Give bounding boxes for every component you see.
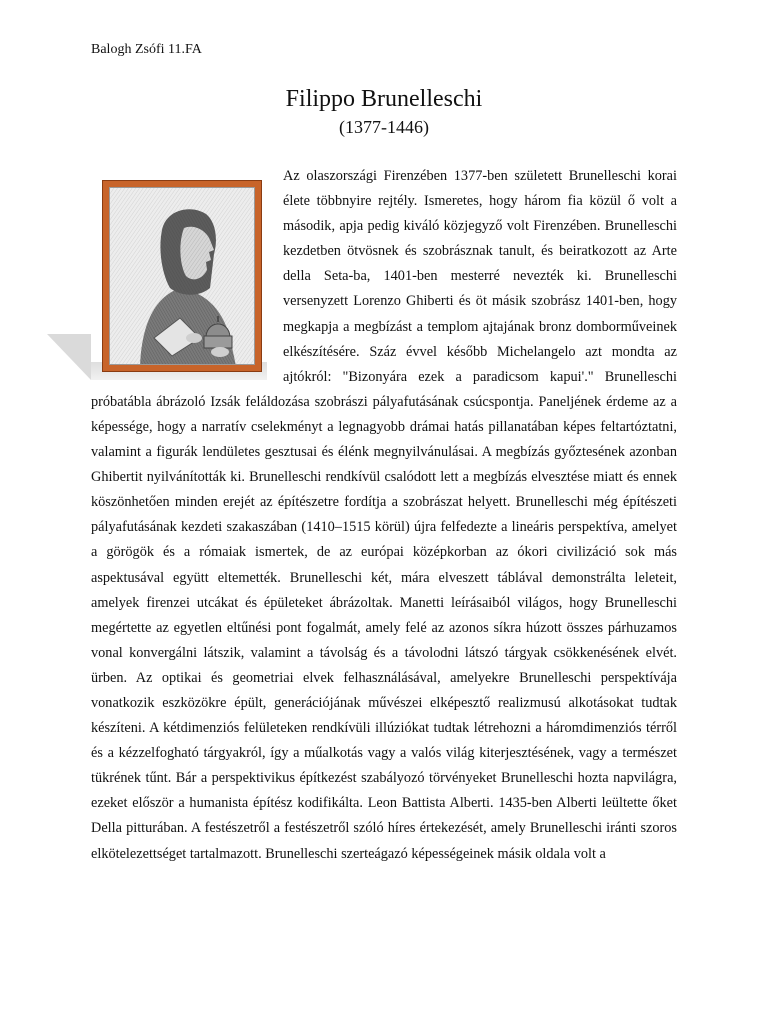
document-years: (1377-1446) — [339, 117, 429, 137]
body-paragraph: Az olaszországi Firenzében 1377-ben született Brunelleschi korai élete többnyire rejtély. Ismeretes, hogy három fia közül ő volt a második, apja pedig kiváló közjegyző volt Firenzében. Brunelleschi kezdetben ötvösnek és szobrásznak tanult, és beiratkozott az Arte della Seta-ba, 1401-ben mesterré nevezték ki. Brunelleschi versenyzett Lorenzo Ghiberti és öt másik szobrász 1401-ben, hogy megkapja a megbízást a templom ajtajának bronz domborműveinek elkészítésére. Száz évvel később Michelangelo azt mondta az ajtókról: "Bizonyára ezek a paradicsom kapui'." Brunelleschi próbatábla ábrázoló Izsák feláldozása szobrászi pályafutásának csúcspontja. Paneljének érdeme az a képessége, hogy a narratív cselekményt a legnagyobb drámai hatás pillanatában képes feltartóztatni, valamint a figurák lendületes gesztusai és élénk megnyilvánulásai. A megbízás győztesének azonban Ghibertit nyilvánították ki. Brunelleschi rendkívül csalódott lett a megbízás elvesztése miatt és ennek köszönhetően minden erejét az építészetre fordítja a szobrászat helyett. Brunelleschi még építészeti pályafutásának kezdeti szakaszában (1410–1515 körül) újra felfedezte a lineáris perspektíva, amelyet a görögök és a rómaiak ismertek, de az európai középkorban az ókori civilizáció sok más aspektusával együtt eltemették. Brunelleschi két, mára elveszett táblával demonstrálta leleteit, amelyek firenzei utcákat és épületeket ábrázoltak. Manetti leírásaiból világos, hogy Brunelleschi megértette az egyetlen eltűnési pont fogalmát, amely felé az azonos síkra húzott összes párhuzamos vonal konvergálni látszik, valamint a távolság és a távolodni látszó tárgyak csökkenésének elvét. ürben. Az optikai és geometriai elvek felhasználásával, amelyekre Brunelleschi perspektívája vonatkozik eszközökre épült, generációjának művészei elképesztő realizmusú alkotásokat tudtak készíteni. A kétdimenziós felületeken rendkívüli illúziókat tudtak létrehozni a háromdimenziós térről és a kézzelfogható tárgyakról, így a műalkotás vagy a valós világ kiterjesztésének, vagy a természet tükrének tűnt. Bár a perspektivikus építkezést szabályozó törvényeket Brunelleschi hozta napvilágra, ezeket először a humanista építész kodifikálta. Leon Battista Alberti. 1435-ben Alberti leültette őket Della pitturában. A festészetről a festészetről szóló híres értekezését, amely Brunelleschi iránti szoros elkötelezettséget tartalmazott. Brunelleschi szerteágazó képességeinek másik oldala volt a — [91, 168, 677, 862]
document-body — [91, 164, 677, 867]
portrait-engraving-icon — [110, 188, 255, 365]
author-line: Balogh Zsófi 11.FA — [91, 42, 202, 57]
portrait-frame — [102, 180, 262, 372]
document-title: Filippo Brunelleschi — [285, 86, 483, 112]
portrait-image — [109, 187, 255, 365]
portrait-figure — [91, 166, 283, 388]
portrait-shadow — [47, 334, 91, 380]
